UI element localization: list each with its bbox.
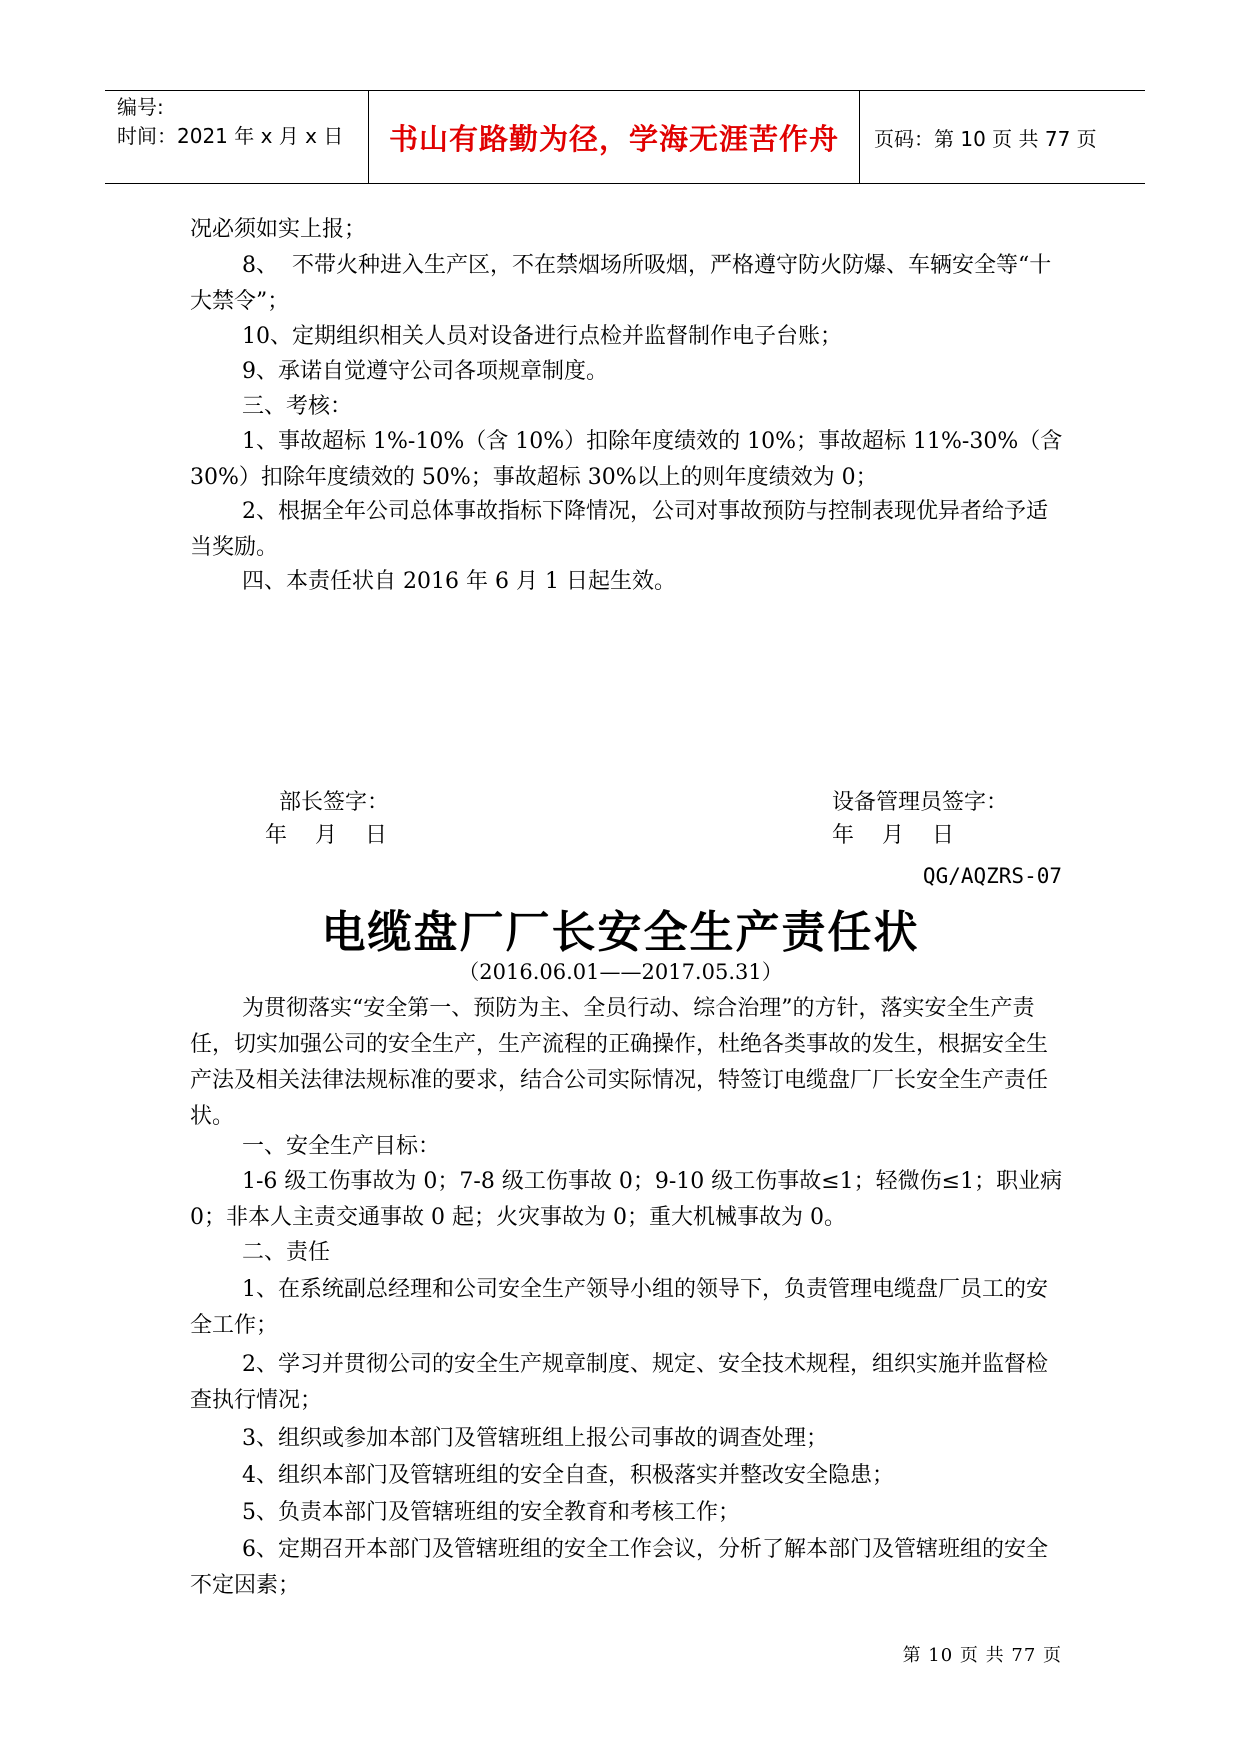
body-paragraph: 9、承诺自觉遵守公司各项规章制度。 — [242, 359, 608, 384]
signature-right-date: 年 月 日 — [832, 823, 954, 848]
page-footer: 第 10 页 共 77 页 — [902, 1645, 1062, 1666]
document-period: （2016.06.01——2017.05.31） — [458, 960, 783, 984]
body-paragraph: 1、事故超标 1%-10%（含 10%）扣除年度绩效的 10%；事故超标 11%-30%（含 30%）扣除年度绩效的 50%；事故超标 30%以上的则年度绩效为 0； — [190, 429, 1070, 490]
body-paragraph: 1-6 级工伤事故为 0；7-8 级工伤事故 0；9-10 级工伤事故≤1；轻微伤≤1；职业病 0；非本人主责交通事故 0 起；火灾事故为 0；重大机械事故为 0。 — [190, 1169, 1070, 1230]
number-label: 编号: — [117, 95, 164, 119]
document-code: QG/AQZRS-07 — [922, 864, 1062, 888]
header-motto: 书山有路勤为径，学海无涯苦作舟 — [369, 91, 860, 183]
body-paragraph: 4、组织本部门及管辖班组的安全自查，积极落实并整改安全隐患； — [242, 1463, 894, 1488]
body-paragraph: 2、学习并贯彻公司的安全生产规章制度、规定、安全技术规程，组织实施并监督检查执行情况； — [190, 1352, 1048, 1413]
section-heading: 一、安全生产目标： — [242, 1134, 441, 1159]
body-paragraph: 3、组织或参加本部门及管辖班组上报公司事故的调查处理； — [242, 1426, 828, 1451]
body-paragraph: 8、 不带火种进入生产区，不在禁烟场所吸烟，严格遵守防火防爆、车辆安全等“十大禁令”； — [190, 253, 1052, 314]
header-meta-cell — [105, 91, 369, 183]
body-paragraph: 1、在系统副总经理和公司安全生产领导小组的领导下，负责管理电缆盘厂员工的安全工作； — [190, 1277, 1048, 1338]
body-paragraph: 四、本责任状自 2016 年 6 月 1 日起生效。 — [242, 569, 676, 594]
section-heading: 二、责任 — [242, 1240, 331, 1265]
signature-left-label: 部长签字： — [279, 790, 390, 815]
time-label: 时间：2021 年 x 月 x 日 — [117, 124, 344, 148]
signature-left-date: 年 月 日 — [265, 823, 387, 848]
section-heading: 三、考核： — [242, 394, 353, 419]
body-paragraph: 10、定期组织相关人员对设备进行点检并监督制作电子台账； — [242, 324, 842, 349]
body-line: 况必须如实上报； — [190, 217, 367, 242]
body-paragraph: 5、负责本部门及管辖班组的安全教育和考核工作； — [242, 1500, 740, 1525]
document-title: 电缆盘厂厂长安全生产责任状 — [321, 907, 920, 958]
page-header — [105, 90, 1145, 184]
body-paragraph: 6、定期召开本部门及管辖班组的安全工作会议，分析了解本部门及管辖班组的安全不定因素； — [190, 1537, 1048, 1598]
header-page-label: 页码：第 10 页 共 77 页 — [874, 126, 1097, 151]
signature-right-label: 设备管理员签字： — [832, 790, 1009, 815]
body-paragraph: 2、根据全年公司总体事故指标下降情况，公司对事故预防与控制表现优异者给予适当奖励。 — [190, 499, 1048, 560]
body-paragraph: 为贯彻落实“安全第一、预防为主、全员行动、综合治理”的方针，落实安全生产责任，切实加强公司的安全生产，生产流程的正确操作，杜绝各类事故的发生，根据安全生产法及相关法律法规标准的要求，结合公司实际情况，特签订电缆盘厂厂长安全生产责任状。 — [190, 996, 1049, 1129]
